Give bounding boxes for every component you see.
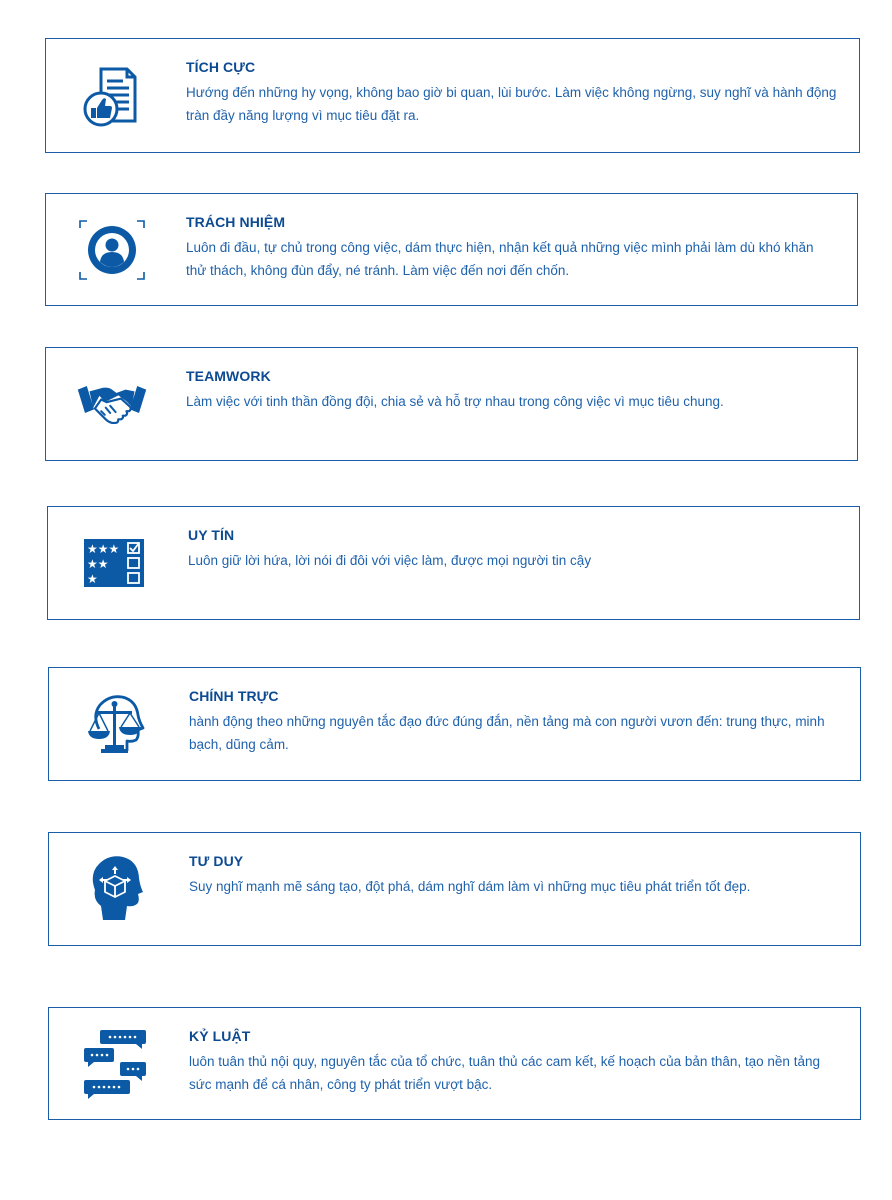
document-thumbs-up-icon (76, 60, 148, 132)
value-title: TƯ DUY (189, 853, 244, 869)
value-card-trach-nhiem (45, 193, 858, 306)
speech-bubbles-icon (79, 1028, 151, 1100)
head-justice-scale-icon (79, 688, 151, 760)
user-target-icon (76, 214, 148, 286)
value-description: Hướng đến những hy vọng, không bao giờ bi quan, lùi bước. Làm việc không ngừng, suy nghĩ và hành động tràn đầy năng lượng vì mục tiêu đặt ra. (186, 85, 837, 123)
value-title: TÍCH CỰC (186, 59, 256, 75)
head-thinking-cube-icon (79, 853, 151, 925)
svg-text:★★★: ★★★ (87, 542, 120, 556)
handshake-icon (76, 368, 148, 440)
value-description: Làm việc với tinh thần đồng đội, chia sẻ và hỗ trợ nhau trong công việc vì mục tiêu chung. (186, 394, 724, 409)
value-card-teamwork (45, 347, 858, 461)
value-title: CHÍNH TRỰC (189, 688, 279, 704)
star-rating-checklist-icon (78, 527, 150, 599)
value-title: UY TÍN (188, 527, 235, 543)
value-description: Luôn giữ lời hứa, lời nói đi đôi với việc làm, được mọi người tin cậy (188, 553, 592, 568)
svg-text:★★: ★★ (87, 557, 109, 571)
value-card-chinh-truc (48, 667, 861, 781)
value-description: Suy nghĩ mạnh mẽ sáng tạo, đột phá, dám nghĩ dám làm vì những mục tiêu phát triển tốt đẹp. (189, 879, 751, 894)
value-title: TRÁCH NHIỆM (186, 214, 286, 230)
value-card-tu-duy (48, 832, 861, 946)
value-title: KỶ LUẬT (189, 1028, 251, 1044)
value-card-ky-luat (48, 1007, 861, 1120)
value-card-tich-cuc (45, 38, 860, 153)
value-card-uy-tin (47, 506, 860, 620)
value-description: Luôn đi đầu, tự chủ trong công việc, dám thực hiện, nhận kết quả những việc mình phải làm dù khó khăn thử thách, không đùn đẩy, né tránh. Làm việc đến nơi đến chốn. (186, 240, 814, 278)
value-description: hành động theo những nguyên tắc đạo đức đúng đắn, nền tảng mà con người vươn đến: trung thực, minh bạch, dũng cảm. (189, 714, 825, 752)
svg-text:★: ★ (87, 572, 98, 586)
value-description: luôn tuân thủ nội quy, nguyên tắc của tổ chức, tuân thủ các cam kết, kế hoạch của bản thân, tạo nền tảng sức mạnh để cá nhân, công ty phát triển vượt bậc. (189, 1054, 820, 1092)
value-title: TEAMWORK (186, 368, 271, 384)
